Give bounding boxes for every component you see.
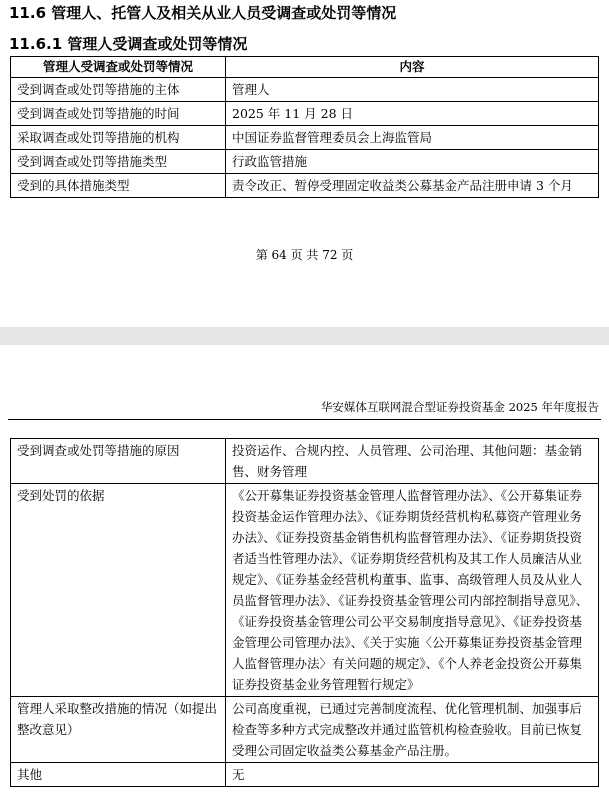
page-number: 第 64 页 共 72 页 (255, 248, 354, 262)
header-rule (8, 419, 601, 420)
table-row (11, 78, 599, 102)
row-label: 其他 (11, 763, 226, 787)
table-header-row (11, 57, 599, 78)
page-separator (0, 327, 609, 345)
row-label: 管理人采取整改措施的情况（如提出整改意见） (11, 697, 226, 763)
row-value: 中国证券监督管理委员会上海监管局 (226, 126, 599, 150)
row-value: 无 (226, 763, 599, 787)
table-row (11, 174, 599, 198)
row-label: 受到处罚的依据 (11, 484, 226, 697)
row-label: 受到调查或处罚等措施的主体 (11, 78, 226, 102)
table-row (11, 697, 599, 763)
table-row (11, 439, 599, 484)
row-value: 公司高度重视，已通过完善制度流程、优化管理机制、加强事后检查等多种方式完成整改并通过监管机构检查验收。目前已恢复受理公司固定收益类公募基金产品注册。 (226, 697, 599, 763)
row-label: 受到调查或处罚等措施的时间 (11, 102, 226, 126)
row-label: 受到调查或处罚等措施类型 (11, 150, 226, 174)
row-label: 受到的具体措施类型 (11, 174, 226, 198)
running-header: 华安媒体互联网混合型证券投资基金 2025 年年度报告 (320, 400, 599, 414)
row-value: 投资运作、合规内控、人员管理、公司治理、其他问题：基金销售、财务管理 (226, 439, 599, 484)
row-value: 2025 年 11 月 28 日 (226, 102, 599, 126)
row-value: 行政监管措施 (226, 150, 599, 174)
table-row (11, 126, 599, 150)
header-cell-content: 内容 (226, 57, 599, 78)
row-value: 《公开募集证券投资基金管理人监督管理办法》、《公开募集证券投资基金运作管理办法》、《证券期货经营机构私募资产管理业务办法》、《证券投资基金销售机构监督管理办法》、《证券期货投资者适当性管理办法》、《证券期货经营机构及其工作人员廉洁从业规定》、《证券基金经营机构董事、监事、高级管理人员及从业人员监督管理办法》、《证券投资基金管理公司内部控制指导意见》、《证券投资基金管理公司公平交易制度指导意见》、《证券投资基金管理公司管理办法》、《关于实施〈公开募集证券投资基金管理人监督管理办法〉有关问题的规定》、《个人养老金投资公开募集证券投资基金业务管理暂行规定》 (226, 484, 599, 697)
header-cell-item: 管理人受调查或处罚等情况 (11, 57, 226, 78)
subsection-title: 11.6.1 管理人受调查或处罚等情况 (9, 35, 248, 53)
section-title: 11.6 管理人、托管人及相关从业人员受调查或处罚等情况 (9, 4, 397, 22)
table-row (11, 102, 599, 126)
row-label: 受到调查或处罚等措施的原因 (11, 439, 226, 484)
table-row (11, 150, 599, 174)
row-value: 责令改正、暂停受理固定收益类公募基金产品注册申请 3 个月 (226, 174, 599, 198)
table-row (11, 763, 599, 787)
penalty-detail-table (10, 438, 599, 787)
table-row (11, 484, 599, 697)
row-label: 采取调查或处罚等措施的机构 (11, 126, 226, 150)
row-value: 管理人 (226, 78, 599, 102)
penalty-info-table (10, 56, 599, 198)
